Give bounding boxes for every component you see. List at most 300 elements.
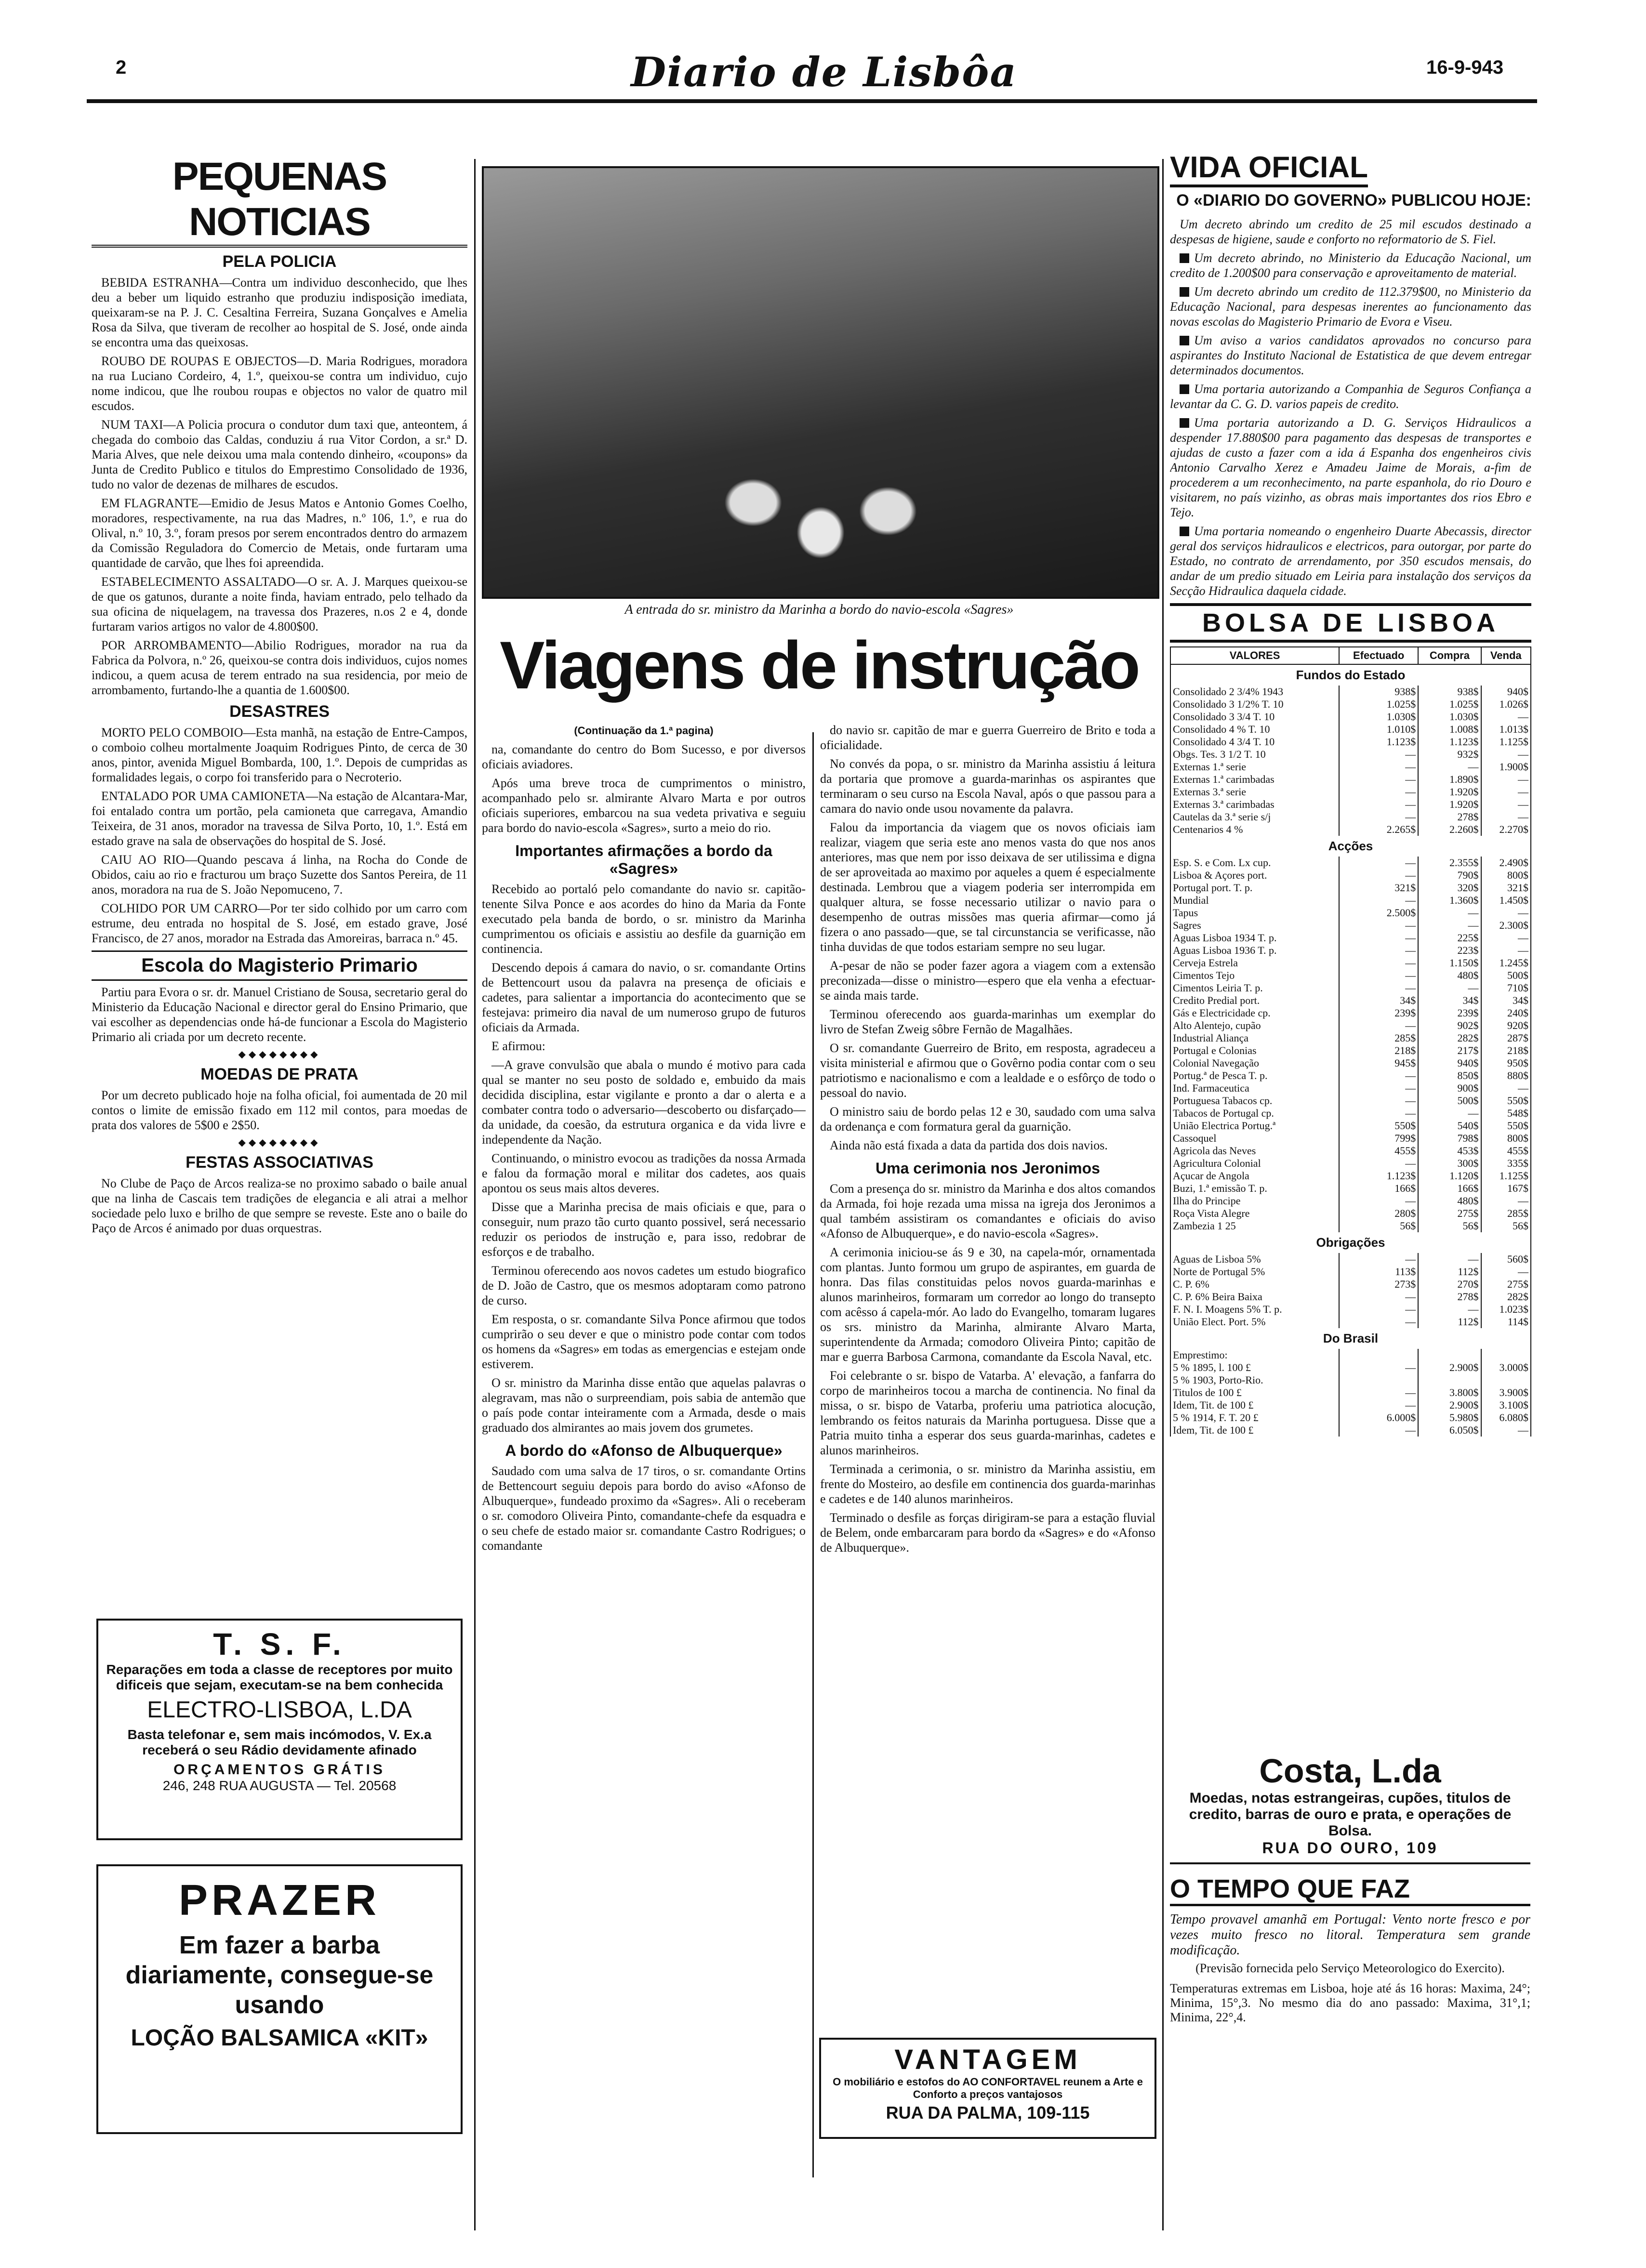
bolsa-security-name: Externas 1.ª carimbadas bbox=[1170, 773, 1339, 786]
bolsa-security-name: F. N. I. Moagens 5% T. p. bbox=[1170, 1303, 1339, 1316]
bolsa-row bbox=[1170, 1316, 1531, 1328]
bolsa-row bbox=[1170, 1278, 1531, 1291]
bolsa-price: — bbox=[1339, 982, 1418, 994]
bolsa-row bbox=[1170, 1170, 1531, 1182]
news-item: EM FLAGRANTE—Emidio de Jesus Matos e Antonio Gomes Coelho, moradores, respectivamente, na rua das Madres, n.º 106, 1.º, e rua do Olival, n.º 10, 3.º, foram presos por serem encontrados dentro do armazem da Comissão Reguladora do Comercio de Metais, onde furtaram uma quantidade de carvão, que lhes foi apreendida. bbox=[92, 496, 467, 570]
tsf-brand: ELECTRO-LISBOA, L.DA bbox=[147, 1697, 412, 1723]
bolsa-price: 218$ bbox=[1339, 1044, 1418, 1057]
bolsa-price: — bbox=[1418, 1253, 1481, 1266]
tsf-line1: Reparações em toda a classe de receptores por muito dificeis que sejam, executam-se na bem conhecida bbox=[106, 1662, 453, 1692]
bolsa-price: 285$ bbox=[1339, 1032, 1418, 1044]
bolsa-price: — bbox=[1418, 907, 1481, 919]
costa-advertisement bbox=[1170, 1749, 1530, 1864]
bolsa-price: — bbox=[1339, 748, 1418, 761]
bolsa-price: 480$ bbox=[1418, 1195, 1481, 1207]
bolsa-price: 275$ bbox=[1481, 1278, 1531, 1291]
bolsa-price: 455$ bbox=[1339, 1145, 1418, 1157]
bolsa-security-name: Lisboa & Açores port. bbox=[1170, 869, 1339, 882]
photo-caption: A entrada do sr. ministro da Marinha a bordo do navio-escola «Sagres» bbox=[624, 602, 1014, 617]
bolsa-price: 270$ bbox=[1418, 1278, 1481, 1291]
bolsa-row bbox=[1170, 982, 1531, 994]
bullet-square-icon bbox=[1180, 527, 1189, 536]
bolsa-row bbox=[1170, 698, 1531, 711]
bolsa-price: — bbox=[1339, 1019, 1418, 1032]
bolsa-price: 167$ bbox=[1481, 1182, 1531, 1195]
article-paragraph: Saudado com uma salva de 17 tiros, o sr. comandante Ortins de Bettencourt seguiu depois para bordo do aviso «Afonso de Albuquerque», fundeado proximo da «Sagres». Ali o receberam o sr. comodoro Oliveira Pinto, comandante-chefe da esquadra e o seu chefe de estado maior sr. comandante Castro Rodrigues; o comandante bbox=[482, 1464, 806, 1553]
bolsa-price: 278$ bbox=[1418, 811, 1481, 823]
bolsa-price: 920$ bbox=[1481, 1019, 1531, 1032]
tsf-line2: Basta telefonar e, sem mais incómodos, V. Ex.a receberá o seu Rádio devidamente afinado bbox=[127, 1727, 432, 1757]
subheading-jeronimos: Uma cerimonia nos Jeronimos bbox=[876, 1160, 1100, 1177]
bolsa-price: 790$ bbox=[1418, 869, 1481, 882]
bolsa-row bbox=[1170, 1094, 1531, 1107]
weather-section bbox=[1170, 1874, 1530, 2124]
bolsa-price: 2.260$ bbox=[1418, 823, 1481, 836]
bolsa-price: 2.265$ bbox=[1339, 823, 1418, 836]
vida-oficial-text: Um decreto abrindo, no Ministerio da Educação Nacional, um credito de 1.200$00 para conservação e aproveitamento de material. bbox=[1170, 251, 1531, 280]
vida-oficial-item bbox=[1170, 284, 1531, 329]
bullet-square-icon bbox=[1180, 418, 1189, 428]
bullet-square-icon bbox=[1180, 336, 1189, 345]
bolsa-row bbox=[1170, 1291, 1531, 1303]
bolsa-row bbox=[1170, 994, 1531, 1007]
bolsa-security-name: Portuguesa Tabacos cp. bbox=[1170, 1094, 1339, 1107]
bolsa-security-name: Industrial Aliança bbox=[1170, 1032, 1339, 1044]
bolsa-price: — bbox=[1339, 1253, 1418, 1266]
bolsa-price: 166$ bbox=[1339, 1182, 1418, 1195]
diario-governo-heading: O «DIARIO DO GOVERNO» PUBLICOU HOJE: bbox=[1176, 191, 1531, 210]
bolsa-price: 285$ bbox=[1481, 1207, 1531, 1220]
bolsa-price: 218$ bbox=[1481, 1044, 1531, 1057]
bolsa-price: 1.026$ bbox=[1481, 698, 1531, 711]
bolsa-price: 550$ bbox=[1481, 1094, 1531, 1107]
bolsa-security-name: Consolidado 4 3/4 T. 10 bbox=[1170, 736, 1339, 748]
tsf-title: T. S. F. bbox=[213, 1627, 346, 1661]
bolsa-price: — bbox=[1481, 798, 1531, 811]
bolsa-price: 798$ bbox=[1418, 1132, 1481, 1145]
bolsa-price: 239$ bbox=[1339, 1007, 1418, 1019]
vida-oficial-text: Uma portaria nomeando o engenheiro Duarte Abecassis, director geral dos serviços hidraulicos e electricos, para outorgar, por parte do Estado, no contrato de arrendamento, por 350 escudos mensais, do andar de um predio situado em Leiria para instalação dos serviços da Secção Hidraulica daquela cidade. bbox=[1170, 524, 1531, 598]
bolsa-row bbox=[1170, 711, 1531, 723]
bolsa-price: — bbox=[1339, 1316, 1418, 1328]
bolsa-price: — bbox=[1481, 811, 1531, 823]
bolsa-row bbox=[1170, 723, 1531, 736]
bolsa-price: — bbox=[1418, 1107, 1481, 1120]
vantagem-title: VANTAGEM bbox=[894, 2044, 1081, 2075]
bolsa-security-name: Tabacos de Portugal cp. bbox=[1170, 1107, 1339, 1120]
bolsa-price: 500$ bbox=[1418, 1094, 1481, 1107]
bolsa-price: — bbox=[1339, 869, 1418, 882]
bolsa-price: 1.025$ bbox=[1339, 698, 1418, 711]
vantagem-address: RUA DA PALMA, 109-115 bbox=[886, 2103, 1090, 2123]
bolsa-price: 1.030$ bbox=[1339, 711, 1418, 723]
article-paragraph: Disse que a Marinha precisa de mais oficiais e que, para o conseguir, num prazo tão curto quanto possivel, será necessario reduzir os periodos de instrução e, para isso, redobrar de esforços e de trabalho. bbox=[482, 1200, 806, 1259]
bolsa-security-name: Açucar de Angola bbox=[1170, 1170, 1339, 1182]
article-paragraph: Terminou oferecendo aos novos cadetes um estudo biografico de D. João de Castro, que os mesmos adoptaram como patrono de curso. bbox=[482, 1264, 806, 1307]
bolsa-price: — bbox=[1339, 857, 1418, 869]
bolsa-price: — bbox=[1339, 1082, 1418, 1094]
bolsa-price: 34$ bbox=[1339, 994, 1418, 1007]
bolsa-price: 3.000$ bbox=[1481, 1361, 1531, 1374]
bolsa-row bbox=[1170, 1303, 1531, 1316]
news-item: ENTALADO POR UMA CAMIONETA—Na estação de Alcantara-Mar, foi entalado contra um portão, pela camioneta que carregava, Amandio Teixeira, de 31 anos, morador na travessa de Silva Porto, 10, 1.º. Está em estado grave na sala de observações do hospital de S. José. bbox=[92, 789, 467, 848]
bolsa-row bbox=[1170, 1386, 1531, 1399]
article-paragraph: Com a presença do sr. ministro da Marinha e dos altos comandos da Armada, foi hoje rezada uma missa na igreja dos Jeronimos a qual também assistiram os comandantes e oficiais do aviso «Afonso de Albuquerque», e do navio-escola «Sagres». bbox=[820, 1182, 1155, 1240]
bolsa-price: 1.120$ bbox=[1418, 1170, 1481, 1182]
vida-oficial-text: Uma portaria autorizando a D. G. Serviços Hidraulicos a despender 17.880$00 para pagamento das despesas de transportes e ajudas de custo a fazer com a ida á Espanha dos engenheiros civis Antonio Carvalho Xerez e Amadeu Jaime de Morais, a-fim de procederem a um reconhecimento, na parte espanhola, do rio Douro e visitarem, no país vizinho, as obras mais importantes dos rios Ebro e Tejo. bbox=[1170, 416, 1531, 519]
bolsa-price: 275$ bbox=[1418, 1207, 1481, 1220]
bolsa-group-heading: Fundos do Estado bbox=[1170, 664, 1531, 686]
bolsa-row bbox=[1170, 1374, 1531, 1386]
bolsa-price: 550$ bbox=[1481, 1120, 1531, 1132]
bolsa-security-name: Aguas Lisboa 1936 T. p. bbox=[1170, 944, 1339, 957]
article-paragraph: A-pesar de não se poder fazer agora a viagem com a extensão preconizada—disse o ministro—espero que ela venha a efectuar-se ainda mais tarde. bbox=[820, 959, 1155, 1002]
bolsa-security-name: Obgs. Tes. 3 1/2 T. 10 bbox=[1170, 748, 1339, 761]
bolsa-security-name: Emprestimo: bbox=[1170, 1349, 1339, 1361]
bolsa-price bbox=[1339, 1349, 1418, 1361]
tempo-heading: O TEMPO QUE FAZ bbox=[1170, 1874, 1530, 1906]
bolsa-row bbox=[1170, 823, 1531, 836]
bolsa-price: 282$ bbox=[1481, 1291, 1531, 1303]
bolsa-price: 1.890$ bbox=[1418, 773, 1481, 786]
bolsa-price: 6.050$ bbox=[1418, 1424, 1481, 1437]
sagres-photo bbox=[482, 166, 1159, 599]
bolsa-price: 287$ bbox=[1481, 1032, 1531, 1044]
bolsa-row bbox=[1170, 1044, 1531, 1057]
bolsa-price: — bbox=[1481, 711, 1531, 723]
bolsa-row bbox=[1170, 882, 1531, 894]
bolsa-security-name: Credito Predial port. bbox=[1170, 994, 1339, 1007]
bolsa-row bbox=[1170, 1349, 1531, 1361]
bolsa-price: — bbox=[1339, 957, 1418, 969]
bolsa-row bbox=[1170, 957, 1531, 969]
bolsa-row bbox=[1170, 1399, 1531, 1411]
bolsa-price: 282$ bbox=[1418, 1032, 1481, 1044]
bolsa-price: 114$ bbox=[1481, 1316, 1531, 1328]
bolsa-row bbox=[1170, 1253, 1531, 1266]
costa-address: RUA DO OURO, 109 bbox=[1262, 1839, 1438, 1857]
bolsa-price: 239$ bbox=[1418, 1007, 1481, 1019]
article-headline: Viagens de instrução bbox=[500, 627, 1139, 703]
vida-oficial-item bbox=[1170, 415, 1531, 520]
bolsa-price: 56$ bbox=[1481, 1220, 1531, 1232]
bolsa-security-name: Esp. S. e Com. Lx cup. bbox=[1170, 857, 1339, 869]
article-paragraph: O sr. comandante Guerreiro de Brito, em resposta, agradeceu a visita ministerial e afirmou que o Govêrno podia contar com o seu patriotismo e nacionalismo e com a lealdade e o esfôrço de todo o pessoal do navio. bbox=[820, 1041, 1155, 1100]
bolsa-row bbox=[1170, 919, 1531, 932]
bolsa-price: — bbox=[1481, 773, 1531, 786]
bolsa-price: — bbox=[1339, 1291, 1418, 1303]
festas-heading: FESTAS ASSOCIATIVAS bbox=[186, 1153, 373, 1172]
bolsa-security-name: C. P. 6% bbox=[1170, 1278, 1339, 1291]
bolsa-price: 273$ bbox=[1339, 1278, 1418, 1291]
bolsa-price: 2.300$ bbox=[1481, 919, 1531, 932]
bolsa-row bbox=[1170, 1132, 1531, 1145]
bolsa-security-name: União Elect. Port. 5% bbox=[1170, 1316, 1339, 1328]
bullet-square-icon bbox=[1180, 287, 1189, 297]
bolsa-price: 225$ bbox=[1418, 932, 1481, 944]
bolsa-security-name: Buzi, 1.ª emissão T. p. bbox=[1170, 1182, 1339, 1195]
bolsa-row bbox=[1170, 1207, 1531, 1220]
bolsa-price: 34$ bbox=[1418, 994, 1481, 1007]
bolsa-row bbox=[1170, 1107, 1531, 1120]
subheading-afirmacoes: Importantes afirmações a bordo da «Sagres» bbox=[515, 842, 772, 877]
bolsa-security-name: Aguas de Lisboa 5% bbox=[1170, 1253, 1339, 1266]
policia-items bbox=[92, 275, 467, 698]
news-item: COLHIDO POR UM CARRO—Por ter sido colhido por um carro com estrume, deu entrada no hospital de S. José, em estado grave, José Francisco, de 27 anos, morador na Estrada das Amoreiras, barraca n.º 45. bbox=[92, 901, 467, 945]
bolsa-security-name: Colonial Navegação bbox=[1170, 1057, 1339, 1069]
bolsa-price: 321$ bbox=[1481, 882, 1531, 894]
bolsa-price: — bbox=[1339, 894, 1418, 907]
bolsa-security-name: Agricola das Neves bbox=[1170, 1145, 1339, 1157]
article-paragraph: Falou da importancia da viagem que os novos oficiais iam realizar, viagem que seria este ano menos vasta do que nos anos anteriores, mas que nem por isso deixava de ser utilissima e digna de ser aproveitada ao maximo por aqueles a quem é especialmente destinada. Lembrou que a viagem poderia ser interrompida em qualquer altura, se fosse necessario utilizar o navio para o desempenho de outras missões mas queria afirmar—como já fizera o ano passado—que, se tal circunstancia se verificasse, não tinha duvidas de que todos estariam sempre no seu lugar. bbox=[820, 820, 1155, 954]
bolsa-price: 1.030$ bbox=[1418, 711, 1481, 723]
bolsa-price: — bbox=[1339, 919, 1418, 932]
bolsa-price: 940$ bbox=[1481, 686, 1531, 698]
bolsa-price: 34$ bbox=[1481, 994, 1531, 1007]
bolsa-row bbox=[1170, 907, 1531, 919]
bolsa-security-name: C. P. 6% Beira Baixa bbox=[1170, 1291, 1339, 1303]
bolsa-price: — bbox=[1481, 1195, 1531, 1207]
bolsa-price: — bbox=[1339, 761, 1418, 773]
bolsa-price: — bbox=[1481, 786, 1531, 798]
vida-oficial-text: Um decreto abrindo um credito de 112.379$00, no Ministerio da Educação Nacional, para despesas inerentes ao funcionamento das novas escolas do Magisterio Primario de Evora e Viseu. bbox=[1170, 285, 1531, 329]
bolsa-price: 2.355$ bbox=[1418, 857, 1481, 869]
bolsa-price: — bbox=[1418, 761, 1481, 773]
bolsa-security-name: Cerveja Estrela bbox=[1170, 957, 1339, 969]
bolsa-price: — bbox=[1481, 907, 1531, 919]
bolsa-price: 278$ bbox=[1418, 1291, 1481, 1303]
bolsa-price: 5.980$ bbox=[1418, 1411, 1481, 1424]
bolsa-security-name: Alto Alentejo, cupão bbox=[1170, 1019, 1339, 1032]
article-paragraph: Em resposta, o sr. comandante Silva Ponce afirmou que todos cumprirão o seu dever e que o ministro pode contar com todos os homens da «Sagres» em todas as emergencias e estejam onde estiverem. bbox=[482, 1312, 806, 1371]
article-paragraph: A cerimonia iniciou-se ás 9 e 30, na capela-mór, ornamentada com plantas. Junto formou um grupo de aspirantes, em guarda de honra. Das filas constituidas pelos novos guarda-marinhas e alunos marinheiros, formaram um corredor ao longo do transepto com acêsso á capela-mór. Ao lado do Evangelho, tomaram lugares os srs. ministro da Marinha, almirante Alvaro Marta, superintendente da Armada; comodoro Oliveira Pinto; capitão de mar e guerra Barbosa Carmona, comandante da Escola Naval, etc. bbox=[820, 1245, 1155, 1364]
bolsa-price bbox=[1339, 1374, 1418, 1386]
bolsa-price: 800$ bbox=[1481, 1132, 1531, 1145]
news-item: ROUBO DE ROUPAS E OBJECTOS—D. Maria Rodrigues, moradora na rua Luciano Cordeiro, 4, 1.º, queixou-se contra um individuo, cujo nome indicou, que lhe roubou roupas e objectos no valor de quatro mil escudos. bbox=[92, 354, 467, 413]
bolsa-security-name: 5 % 1914, F. T. 20 £ bbox=[1170, 1411, 1339, 1424]
bolsa-price: 480$ bbox=[1418, 969, 1481, 982]
bolsa-row bbox=[1170, 894, 1531, 907]
bolsa-price: — bbox=[1339, 1094, 1418, 1107]
bolsa-price: — bbox=[1339, 932, 1418, 944]
bolsa-price: 1.123$ bbox=[1339, 1170, 1418, 1182]
vida-oficial-item bbox=[1170, 382, 1531, 411]
bolsa-price: 217$ bbox=[1418, 1044, 1481, 1057]
vantagem-line: O mobiliário e estofos do AO CONFORTAVEL reunem a Arte e Conforto a preços vantajosos bbox=[833, 2076, 1143, 2100]
bolsa-security-name: Idem, Tit. de 100 £ bbox=[1170, 1399, 1339, 1411]
news-item: MORTO PELO COMBOIO—Esta manhã, na estação de Entre-Campos, o comboio colheu mortalmente Joaquim Rodrigues Pinto, de cerca de 30 anos, pintor, avenida Miguel Bombarda, 100, 1.º. Depois de cumpridas as formalidades legais, o corpo foi transferido para o Necroterio. bbox=[92, 725, 467, 784]
bolsa-row bbox=[1170, 1157, 1531, 1170]
bolsa-security-name: Centenarios 4 % bbox=[1170, 823, 1339, 836]
bolsa-price: 710$ bbox=[1481, 982, 1531, 994]
bolsa-security-name: Cimentos Leiria T. p. bbox=[1170, 982, 1339, 994]
bolsa-price: 1.123$ bbox=[1418, 736, 1481, 748]
continuation-note: (Continuação da 1.ª pagina) bbox=[574, 725, 714, 737]
bolsa-price: 112$ bbox=[1418, 1316, 1481, 1328]
bolsa-price: 938$ bbox=[1418, 686, 1481, 698]
bolsa-security-name: Ind. Farmaceutica bbox=[1170, 1082, 1339, 1094]
divider: ◆◆◆◆◆◆◆◆ bbox=[238, 1137, 321, 1148]
subheading-afonso: A bordo do «Afonso de Albuquerque» bbox=[505, 1442, 783, 1459]
news-item: ESTABELECIMENTO ASSALTADO—O sr. A. J. Marques queixou-se de que os gatunos, durante a noite finda, haviam entrado, pelo telhado da sua oficina de niquelagem, na travessa dos Prazeres, n.os 2 e 4, donde furtaram varios artigos no valor de 4.800$00. bbox=[92, 575, 467, 633]
bolsa-price: 902$ bbox=[1418, 1019, 1481, 1032]
article-paragraph: Terminou oferecendo aos guarda-marinhas um exemplar do livro de Stefan Zweig sôbre Fernão de Magalhães. bbox=[820, 1007, 1155, 1036]
vida-oficial-item bbox=[1170, 333, 1531, 378]
masthead-rule bbox=[87, 99, 1537, 103]
bolsa-row bbox=[1170, 1424, 1531, 1437]
bolsa-table bbox=[1170, 646, 1531, 1437]
article-paragraph: Continuando, o ministro evocou as tradições da nossa Armada e falou da formação moral e militar dos cadetes, aos quais apontou os seus mais altos deveres. bbox=[482, 1151, 806, 1195]
article-column-2 bbox=[820, 723, 1155, 2023]
bolsa-price: 1.125$ bbox=[1481, 1170, 1531, 1182]
bolsa-security-name: Cautelas da 3.ª serie s/j bbox=[1170, 811, 1339, 823]
vida-oficial-list bbox=[1170, 217, 1531, 598]
bolsa-price: 223$ bbox=[1418, 944, 1481, 957]
bolsa-price: 240$ bbox=[1481, 1007, 1531, 1019]
article-paragraph: Terminada a cerimonia, o sr. ministro da Marinha assistiu, em frente do Mosteiro, ao desfile em continencia dos guarda-marinhas e cadetes e de 140 alunos marinheiros. bbox=[820, 1462, 1155, 1506]
bolsa-price: — bbox=[1418, 1303, 1481, 1316]
prazer-advertisement bbox=[96, 1864, 463, 2134]
bolsa-price: 1.125$ bbox=[1481, 736, 1531, 748]
bolsa-price: 1.450$ bbox=[1481, 894, 1531, 907]
bolsa-price: 880$ bbox=[1481, 1069, 1531, 1082]
bolsa-security-name: Externas 3.ª carimbadas bbox=[1170, 798, 1339, 811]
bolsa-security-name: Zambezia 1 25 bbox=[1170, 1220, 1339, 1232]
bolsa-security-name: Sagres bbox=[1170, 919, 1339, 932]
article-paragraph: na, comandante do centro do Bom Sucesso, e por diversos oficiais aviadores. bbox=[482, 742, 806, 771]
bolsa-price: — bbox=[1481, 1424, 1531, 1437]
bolsa-row bbox=[1170, 1120, 1531, 1132]
bolsa-price bbox=[1418, 1374, 1481, 1386]
bolsa-price: 1.920$ bbox=[1418, 786, 1481, 798]
bolsa-price: 3.800$ bbox=[1418, 1386, 1481, 1399]
bolsa-security-name: Tapus bbox=[1170, 907, 1339, 919]
bolsa-price: 1.920$ bbox=[1418, 798, 1481, 811]
newspaper-title: Diario de Lisbôa bbox=[631, 48, 1017, 96]
weather-source: (Previsão fornecida pelo Serviço Meteorologico do Exercito). bbox=[1195, 1961, 1505, 1975]
bolsa-security-name: Externas 3.ª serie bbox=[1170, 786, 1339, 798]
column-rule bbox=[474, 159, 476, 2230]
bolsa-price: 112$ bbox=[1418, 1266, 1481, 1278]
bolsa-price: 1.900$ bbox=[1481, 761, 1531, 773]
bolsa-security-name: Portugal port. T. p. bbox=[1170, 882, 1339, 894]
bolsa-row bbox=[1170, 1032, 1531, 1044]
bolsa-row bbox=[1170, 932, 1531, 944]
bolsa-price: — bbox=[1339, 773, 1418, 786]
column-rule bbox=[1162, 159, 1164, 2230]
bolsa-price: — bbox=[1339, 1424, 1418, 1437]
bolsa-row bbox=[1170, 1145, 1531, 1157]
bolsa-price: 1.245$ bbox=[1481, 957, 1531, 969]
bullet-square-icon bbox=[1180, 253, 1189, 263]
bolsa-row bbox=[1170, 1220, 1531, 1232]
article-paragraph: Descendo depois á camara do navio, o sr. comandante Ortins de Bettencourt usou da palavra na presença de oficiais e cadetes, para salientar a importancia do acontecimento que se festejava: primeiro dia naval de um numeroso grupo de futuros oficiais da Armada. bbox=[482, 961, 806, 1034]
bolsa-price: 932$ bbox=[1418, 748, 1481, 761]
bolsa-price: 2.900$ bbox=[1418, 1399, 1481, 1411]
bolsa-price: 500$ bbox=[1481, 969, 1531, 982]
bolsa-price: — bbox=[1339, 1195, 1418, 1207]
bolsa-security-name: Gás e Electricidade cp. bbox=[1170, 1007, 1339, 1019]
issue-date: 16-9-943 bbox=[1426, 57, 1504, 78]
bolsa-row bbox=[1170, 857, 1531, 869]
desastres-heading: DESASTRES bbox=[229, 702, 330, 721]
bolsa-price: 280$ bbox=[1339, 1207, 1418, 1220]
pequenas-noticias-banner: PEQUENAS NOTICIAS bbox=[92, 154, 467, 248]
bolsa-price: — bbox=[1481, 1082, 1531, 1094]
bolsa-row bbox=[1170, 686, 1531, 698]
bolsa-price: 2.490$ bbox=[1481, 857, 1531, 869]
bolsa-price: 560$ bbox=[1481, 1253, 1531, 1266]
bolsa-price: 800$ bbox=[1481, 869, 1531, 882]
bolsa-price: — bbox=[1418, 982, 1481, 994]
bolsa-column-header: Compra bbox=[1418, 647, 1481, 664]
festas-text: No Clube de Paço de Arcos realiza-se no proximo sabado o baile anual que na linha de Cascais tem tradições de elegancia e ali atrai a melhor sociedade pelo luxo e brilho de que sempre se reveste. Este ano o baile do Paço de Arcos é animado por duas orquestras. bbox=[92, 1176, 467, 1235]
bolsa-price: — bbox=[1339, 798, 1418, 811]
bolsa-column-header: VALORES bbox=[1170, 647, 1339, 664]
bolsa-price: — bbox=[1339, 1157, 1418, 1170]
bolsa-price: 166$ bbox=[1418, 1182, 1481, 1195]
costa-title: Costa, L.da bbox=[1259, 1752, 1441, 1790]
moedas-heading: MOEDAS DE PRATA bbox=[200, 1065, 358, 1083]
bolsa-price: 6.080$ bbox=[1481, 1411, 1531, 1424]
bolsa-security-name: Norte de Portugal 5% bbox=[1170, 1266, 1339, 1278]
bolsa-price: 2.900$ bbox=[1418, 1361, 1481, 1374]
news-item: BEBIDA ESTRANHA—Contra um individuo desconhecido, que lhes deu a beber um liquido estranho que produziu indisposição imediata, queixaram-se na P. J. C. Cesaltina Ferreira, Suzana Gonçalves e Amelia Rosa da Silva, que tiveram de recolher ao hospital de S. José, onde ainda se encontra uma das queixosas. bbox=[92, 276, 467, 349]
article-paragraph: Após uma breve troca de cumprimentos o ministro, acompanhado pelo sr. almirante Alvaro Marta e por outros oficiais superiores, embarcou na sua vedeta privativa e seguiu para bordo do navio-escola «Sagres», surto a meio do rio. bbox=[482, 776, 806, 835]
tsf-advertisement bbox=[96, 1619, 463, 1840]
article-paragraph: Foi celebrante o sr. bispo de Vatarba. A' elevação, a fanfarra do corpo de marinheiros tocou a marcha de continencia. No final da missa, o sr. bispo de Vatarba, proferiu uma patriotica alocução, lembrando os feitos naturais da Marinha portuguesa. Disse que a Patria muito tinha a esperar dos seus guarda-marinhas, cadetes e alunos marinheiros. bbox=[820, 1369, 1155, 1457]
bolsa-price: — bbox=[1339, 1303, 1418, 1316]
bolsa-row bbox=[1170, 969, 1531, 982]
article-column-1 bbox=[482, 723, 806, 2235]
bolsa-price: 1.360$ bbox=[1418, 894, 1481, 907]
bolsa-price: 300$ bbox=[1418, 1157, 1481, 1170]
bolsa-row bbox=[1170, 761, 1531, 773]
bolsa-security-name: Consolidado 3 3/4 T. 10 bbox=[1170, 711, 1339, 723]
bolsa-price: 56$ bbox=[1418, 1220, 1481, 1232]
prazer-title: PRAZER bbox=[178, 1876, 381, 1925]
bolsa-price: 3.100$ bbox=[1481, 1399, 1531, 1411]
bolsa-price: — bbox=[1481, 944, 1531, 957]
costa-line: Moedas, notas estrangeiras, cupões, titulos de credito, barras de ouro e prata, e operações de Bolsa. bbox=[1189, 1790, 1512, 1839]
bolsa-price: 56$ bbox=[1339, 1220, 1418, 1232]
article-paragraph: E afirmou: bbox=[491, 1039, 545, 1053]
bolsa-security-name: Agricultura Colonial bbox=[1170, 1157, 1339, 1170]
bolsa-column-header: Venda bbox=[1481, 647, 1531, 664]
bolsa-price: — bbox=[1339, 1386, 1418, 1399]
bolsa-security-name: 5 % 1895, l. 100 £ bbox=[1170, 1361, 1339, 1374]
bolsa-row bbox=[1170, 1266, 1531, 1278]
bolsa-price: 113$ bbox=[1339, 1266, 1418, 1278]
bolsa-price: — bbox=[1418, 919, 1481, 932]
bolsa-price: 1.010$ bbox=[1339, 723, 1418, 736]
bolsa-price: 1.023$ bbox=[1481, 1303, 1531, 1316]
bolsa-price: — bbox=[1339, 1107, 1418, 1120]
news-item: CAIU AO RIO—Quando pescava á linha, na Rocha do Conde de Obidos, caiu ao rio e fracturou um braço Suzette dos Santos Pereira, de 11 anos, moradora na rua de S. João Nepomuceno, 7. bbox=[92, 853, 467, 897]
bolsa-group-heading: Do Brasil bbox=[1170, 1328, 1531, 1349]
bolsa-heading: BOLSA DE LISBOA bbox=[1170, 603, 1531, 643]
bolsa-price: — bbox=[1481, 932, 1531, 944]
bolsa-security-name: União Electrica Portug.ª bbox=[1170, 1120, 1339, 1132]
weather-temperatures: Temperaturas extremas em Lisboa, hoje até ás 16 horas: Maxima, 24°; Minima, 15°,3. No mesmo dia do ano passado: Maxima, 31°,1; Minima, 22°,4. bbox=[1170, 1981, 1530, 2024]
article-paragraph: Recebido ao portaló pelo comandante do navio sr. capitão-tenente Silva Ponce e aos acordes do hino da Maria da Fonte executado pela banda de bordo, o sr. ministro da Marinha cumprimentou os oficiais e assistiu ao desfile da guarnição em continencia. bbox=[482, 882, 806, 956]
column-rule bbox=[812, 732, 814, 2177]
bolsa-price: — bbox=[1339, 1069, 1418, 1082]
bolsa-row bbox=[1170, 786, 1531, 798]
bolsa-price: — bbox=[1339, 1361, 1418, 1374]
moedas-text: Por um decreto publicado hoje na folha oficial, foi aumentada de 20 mil contos o limite de emissão fixado em 112 mil contos, para moedas de prata dos valores de 5$00 e 2$50. bbox=[92, 1088, 467, 1132]
bolsa-group-heading: Obrigações bbox=[1170, 1232, 1531, 1253]
